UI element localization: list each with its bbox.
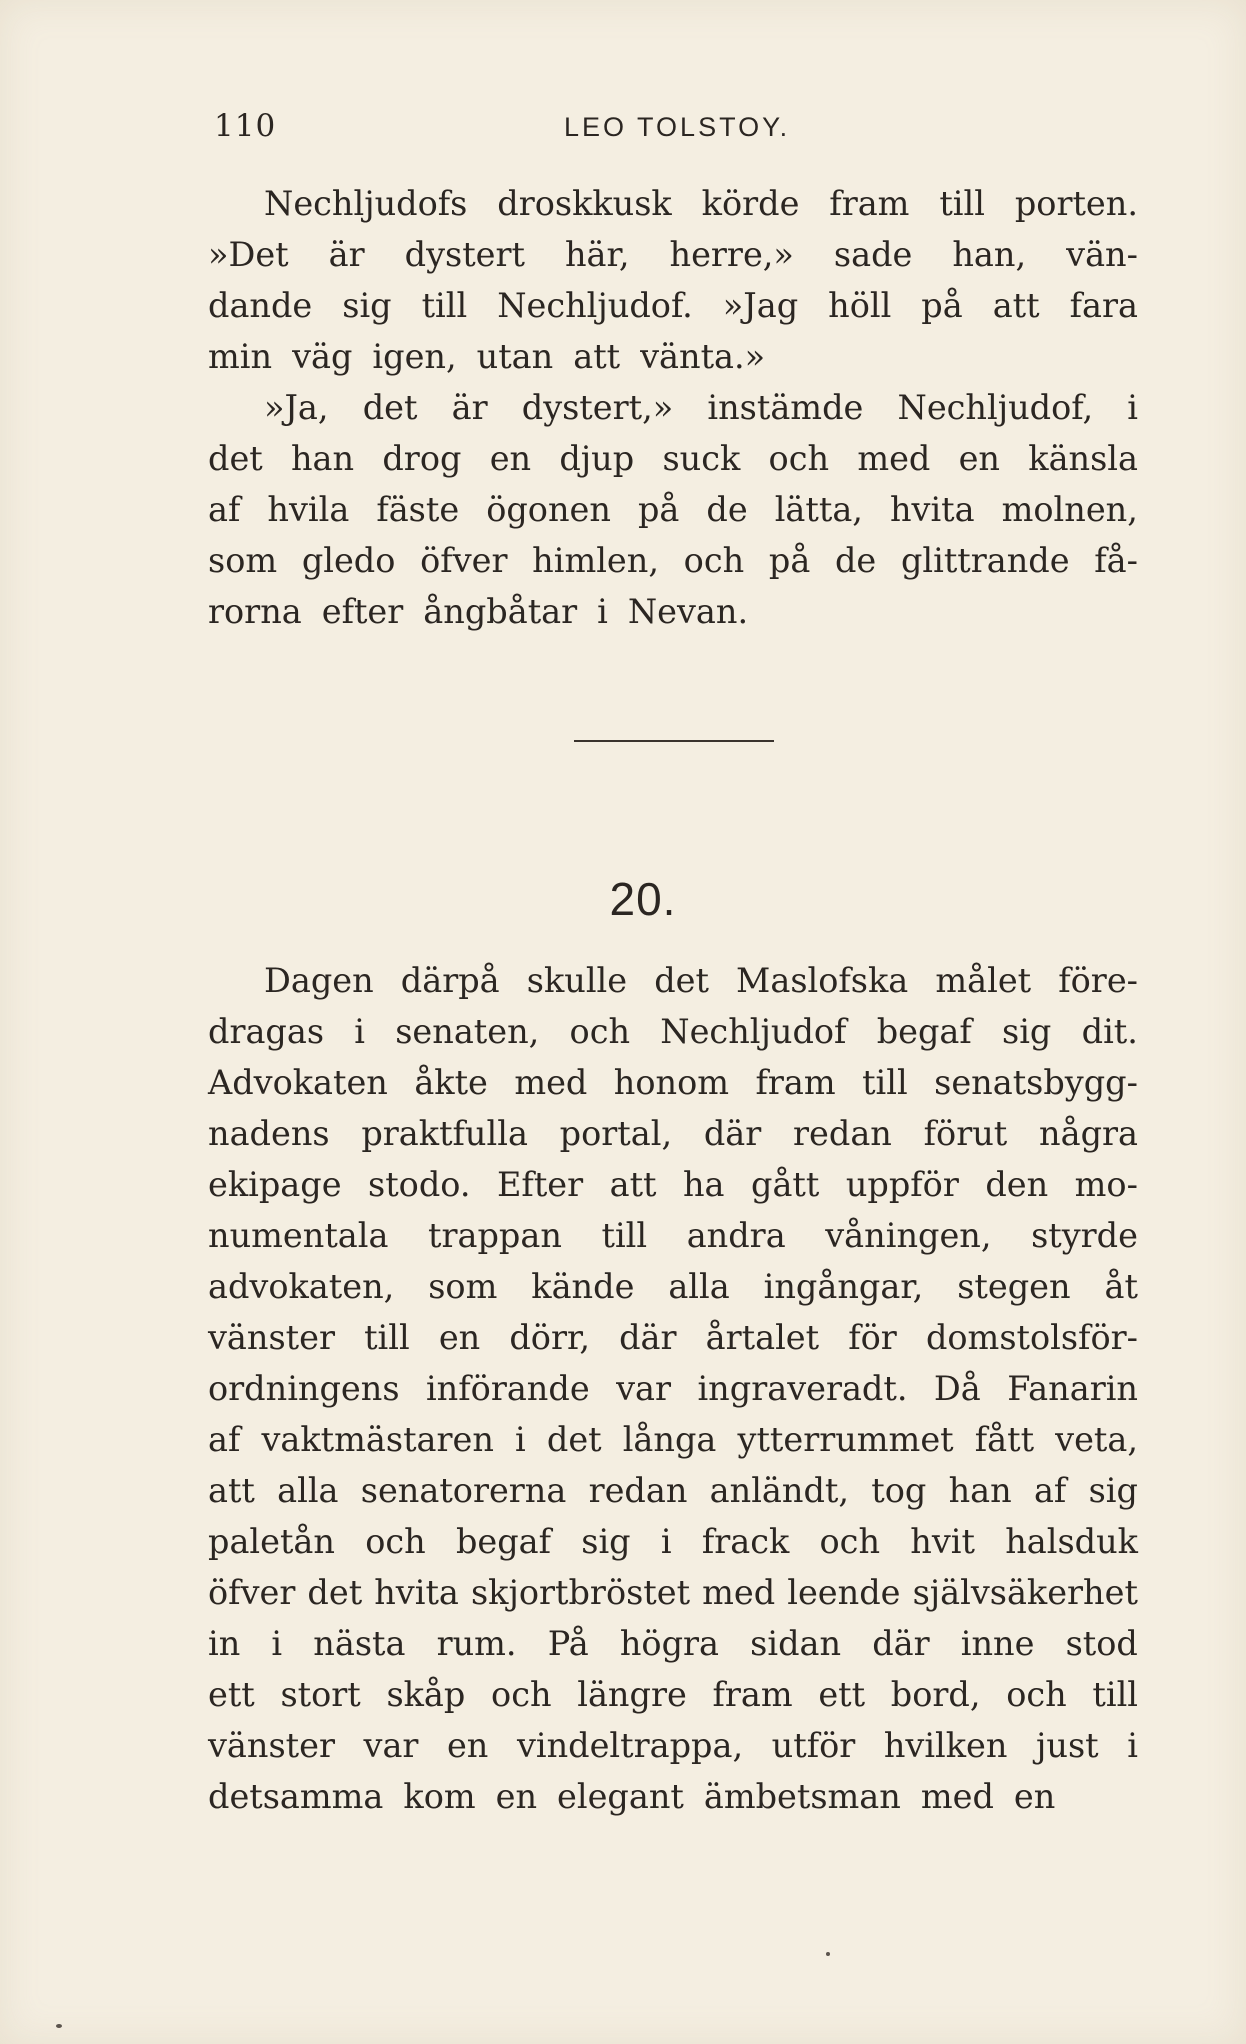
text-line: Dagen därpå skulle det Maslofska målet före- [264, 961, 1138, 1000]
chapter-number: 20. [609, 873, 677, 925]
text-line: detsamma kom en elegant ämbetsman med en [208, 1777, 1056, 1816]
running-head: LEO TOLSTOY. [564, 112, 791, 142]
text-line: dande sig till Nechljudof. »Jag höll på att fara [208, 286, 1138, 325]
text-line: nadens praktfulla portal, där redan förut några [208, 1114, 1138, 1153]
text-line: advokaten, som kände alla ingångar, stegen åt [208, 1267, 1138, 1306]
text-line: min väg igen, utan att vänta.» [208, 337, 766, 376]
text-line: numentala trappan till andra våningen, styrde [208, 1216, 1138, 1255]
text-line: af hvila fäste ögonen på de lätta, hvita molnen, [208, 490, 1138, 529]
text-line: dragas i senaten, och Nechljudof begaf sig dit. [208, 1012, 1138, 1051]
paper-speck [56, 2024, 62, 2028]
text-line: som gledo öfver himlen, och på de glittrande få- [208, 541, 1138, 580]
text-line: Advokaten åkte med honom fram till senatsbygg- [208, 1063, 1138, 1102]
text-line: »Ja, det är dystert,» instämde Nechljudof, i [264, 388, 1138, 427]
text-line: af vaktmästaren i det långa ytterrummet fått veta, [208, 1420, 1138, 1459]
page-header [214, 108, 1146, 148]
text-line: ordningens införande var ingraveradt. Då Fanarin [208, 1369, 1138, 1408]
text-line: ett stort skåp och längre fram ett bord, och till [208, 1675, 1138, 1714]
page-number: 110 [214, 108, 277, 144]
text-line: »Det är dystert här, herre,» sade han, vän- [208, 235, 1138, 274]
text-line: vänster var en vindeltrappa, utför hvilken just i [208, 1726, 1138, 1765]
text-block-top [208, 178, 1138, 637]
text-line: ekipage stodo. Efter att ha gått uppför den mo- [208, 1165, 1138, 1204]
text-block-bottom [208, 955, 1138, 1822]
section-divider [574, 740, 774, 742]
text-line: rorna efter ångbåtar i Nevan. [208, 592, 749, 631]
text-line: det han drog en djup suck och med en känsla [208, 439, 1138, 478]
text-line: öfver det hvita skjortbröstet med leende självsäkerhet [208, 1573, 1138, 1612]
text-line: att alla senatorerna redan anländt, tog han af sig [208, 1471, 1138, 1510]
text-line: in i nästa rum. På högra sidan där inne stod [208, 1624, 1138, 1663]
text-line: paletån och begaf sig i frack och hvit halsduk [208, 1522, 1138, 1561]
text-line: Nechljudofs droskkusk körde fram till porten. [264, 184, 1138, 223]
text-line: vänster till en dörr, där årtalet för domstolsför- [208, 1318, 1138, 1357]
paper-speck [826, 1952, 830, 1956]
